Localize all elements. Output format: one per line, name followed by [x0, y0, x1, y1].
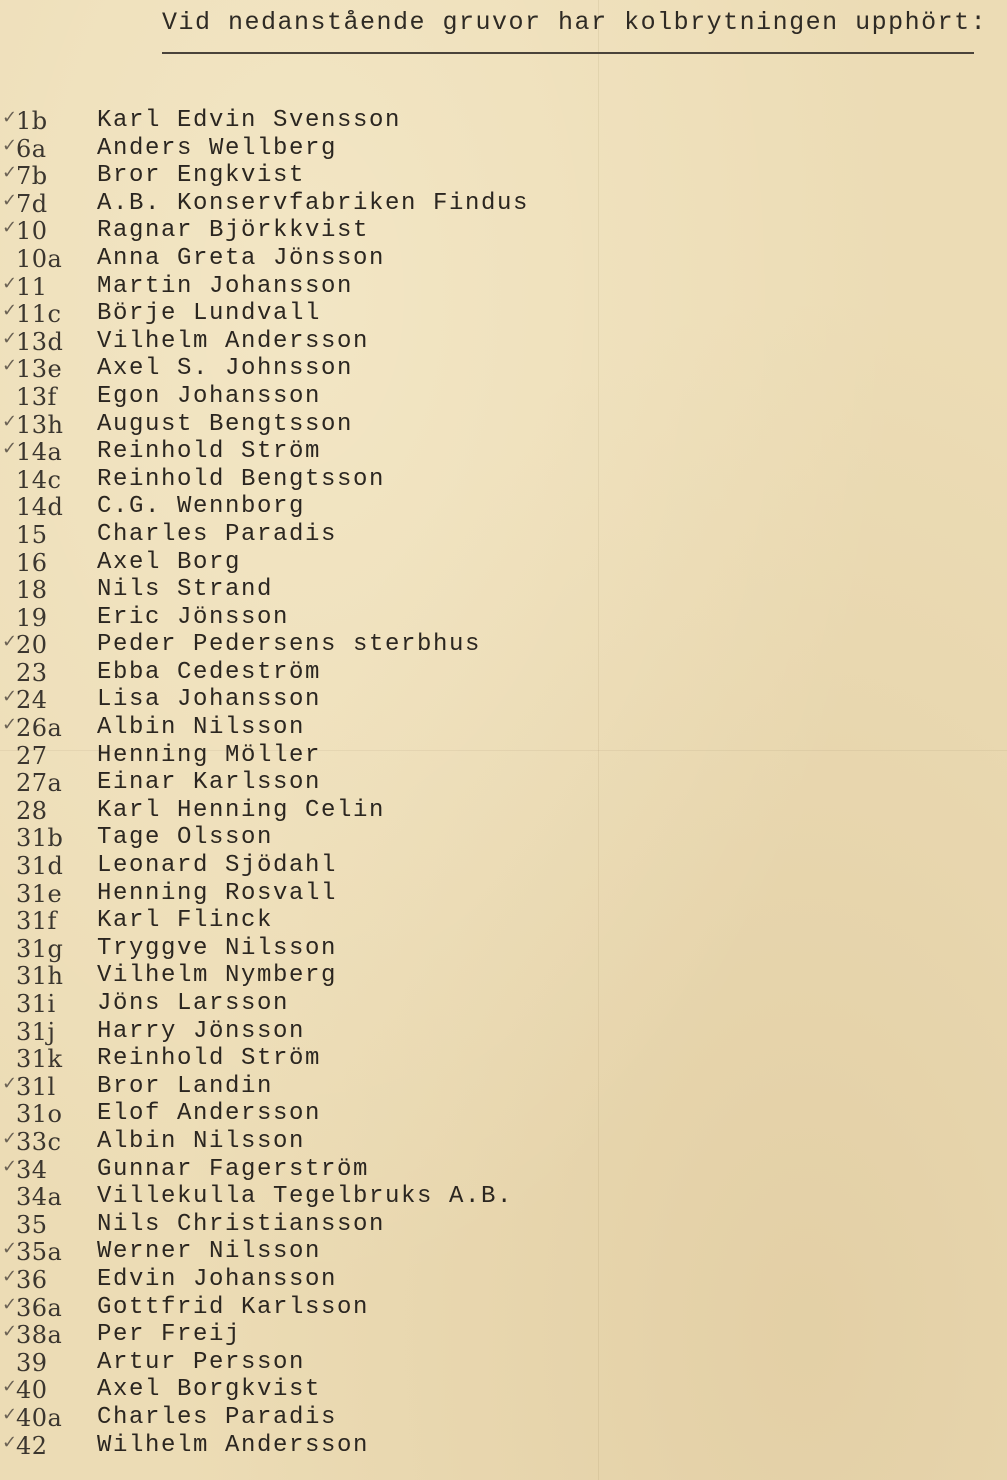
owner-name: Karl Edvin Svensson [97, 107, 402, 134]
owner-name: Harry Jönsson [97, 1017, 306, 1045]
check-mark-icon: ✓ [2, 107, 18, 128]
check-mark-icon: ✓ [2, 134, 18, 156]
owner-name: Albin Nilsson [97, 1127, 306, 1155]
mine-row [0, 162, 1007, 190]
owner-name: Jöns Larsson [97, 990, 290, 1017]
mine-row [0, 907, 1007, 935]
owner-name: Axel Borgkvist [97, 1376, 322, 1404]
mine-number: 27 [16, 741, 48, 770]
mine-number: 14c [16, 465, 62, 494]
owner-name: Vilhelm Nymberg [97, 962, 338, 990]
owner-name: Reinhold Ström [97, 1045, 322, 1073]
mine-number: 26a [16, 714, 63, 743]
check-mark-icon: ✓ [2, 327, 18, 349]
mine-number: 27a [16, 769, 63, 798]
owner-name: Axel Borg [97, 548, 242, 576]
check-mark-icon: ✓ [2, 1376, 18, 1398]
mine-row [0, 438, 1007, 466]
owner-name: Anders Wellberg [97, 134, 338, 162]
check-mark-icon: ✓ [2, 686, 18, 708]
check-mark-icon: ✓ [2, 300, 18, 322]
owner-name: Eric Jönsson [97, 603, 290, 631]
mine-number: 11c [16, 300, 62, 329]
heading-underline [162, 52, 974, 54]
mine-number: 13e [16, 355, 63, 384]
mine-row [0, 300, 1007, 328]
owner-name: Karl Flinck [97, 907, 274, 935]
mine-row [0, 107, 1007, 135]
owner-name: Tryggve Nilsson [97, 934, 338, 962]
mine-number: 40 [16, 1376, 48, 1405]
mine-row [0, 1156, 1007, 1184]
mine-row [0, 824, 1007, 852]
mine-number: 31f [16, 907, 57, 936]
mine-number: 13d [16, 327, 64, 356]
mine-number: 23 [16, 658, 48, 687]
mine-number: 39 [16, 1348, 48, 1377]
mine-row [0, 190, 1007, 218]
mine-number: 15 [16, 520, 48, 549]
mine-row [0, 1404, 1007, 1432]
check-mark-icon: ✓ [2, 714, 18, 736]
owner-name: Edvin Johansson [97, 1265, 338, 1293]
mine-number: 36a [16, 1293, 63, 1322]
owner-name: Wilhelm Andersson [97, 1431, 370, 1459]
owner-name: Bror Engkvist [97, 162, 306, 190]
check-mark-icon: ✓ [2, 438, 18, 460]
mine-number: 31d [16, 852, 64, 881]
mine-row [0, 1183, 1007, 1211]
owner-name: Karl Henning Celin [97, 796, 386, 824]
mine-number: 28 [16, 796, 48, 825]
check-mark-icon: ✓ [2, 189, 18, 211]
mine-number: 19 [16, 603, 48, 632]
mine-number: 36 [16, 1265, 48, 1294]
mine-row [0, 686, 1007, 714]
check-mark-icon: ✓ [2, 1238, 18, 1260]
check-mark-icon: ✓ [2, 1321, 18, 1343]
mine-number: 35 [16, 1210, 48, 1239]
owner-name: Axel S. Johnsson [97, 355, 354, 383]
mine-row [0, 1045, 1007, 1073]
mine-row [0, 797, 1007, 825]
owner-name: Per Freij [97, 1321, 242, 1349]
check-mark-icon: ✓ [2, 1155, 18, 1177]
mine-row [0, 576, 1007, 604]
mine-number: 31e [16, 879, 63, 908]
mine-number: 31g [16, 934, 64, 963]
mine-number: 31l [16, 1072, 56, 1101]
owner-name: Charles Paradis [97, 520, 338, 548]
mine-row [0, 1073, 1007, 1101]
mine-number: 20 [16, 631, 48, 660]
mine-row [0, 1211, 1007, 1239]
mine-row [0, 1238, 1007, 1266]
mine-row [0, 852, 1007, 880]
mine-row [0, 1321, 1007, 1349]
mine-row [0, 273, 1007, 301]
mine-row [0, 714, 1007, 742]
owner-name: Einar Karlsson [97, 769, 322, 797]
mine-row [0, 631, 1007, 659]
mine-row [0, 962, 1007, 990]
mine-row [0, 355, 1007, 383]
owner-name: Gunnar Fagerström [97, 1155, 370, 1183]
mine-row [0, 521, 1007, 549]
mine-number: 18 [16, 576, 48, 605]
mine-number: 7d [16, 189, 48, 218]
owner-name: Artur Persson [97, 1348, 306, 1376]
mine-row [0, 990, 1007, 1018]
mine-number: 34a [16, 1183, 63, 1212]
mine-row [0, 659, 1007, 687]
mine-number: 10a [16, 244, 63, 273]
mine-row [0, 217, 1007, 245]
mine-row [0, 1100, 1007, 1128]
mine-number: 11 [16, 272, 48, 301]
check-mark-icon: ✓ [2, 1072, 18, 1094]
owner-name: Börje Lundvall [97, 300, 322, 328]
owner-name: Albin Nilsson [97, 714, 306, 742]
owner-name: A.B. Konservfabriken Findus [97, 189, 530, 217]
mine-row [0, 1266, 1007, 1294]
mine-number: 31b [16, 824, 64, 853]
mine-number: 31i [16, 990, 56, 1018]
check-mark-icon: ✓ [2, 1293, 18, 1315]
mine-row [0, 245, 1007, 273]
owner-name: Gottfrid Karlsson [97, 1293, 370, 1321]
owner-name: Villekulla Tegelbruks A.B. [97, 1183, 514, 1211]
owner-name: Bror Landin [97, 1072, 274, 1100]
mine-row [0, 935, 1007, 963]
mine-number: 40a [16, 1403, 63, 1432]
mine-number: 31j [16, 1017, 56, 1046]
owner-name: Leonard Sjödahl [97, 852, 338, 880]
check-mark-icon: ✓ [2, 631, 18, 653]
owner-name: Ebba Cedeström [97, 658, 322, 686]
check-mark-icon: ✓ [2, 1403, 18, 1425]
check-mark-icon: ✓ [2, 1265, 18, 1287]
owner-name: Reinhold Ström [97, 438, 322, 466]
mine-row [0, 1128, 1007, 1156]
mine-row [0, 604, 1007, 632]
mine-row [0, 769, 1007, 797]
mine-row [0, 466, 1007, 494]
mine-number: 13h [16, 410, 64, 439]
check-mark-icon: ✓ [2, 162, 18, 184]
mine-number: 31h [16, 962, 64, 991]
owner-name: Elof Andersson [97, 1100, 322, 1128]
mine-number: 33c [16, 1127, 62, 1156]
mine-row [0, 880, 1007, 908]
check-mark-icon: ✓ [2, 272, 18, 294]
mine-row [0, 549, 1007, 577]
mine-number: 42 [16, 1431, 48, 1460]
owner-name: C.G. Wennborg [97, 493, 306, 521]
mine-number: 38a [16, 1321, 63, 1350]
check-mark-icon: ✓ [2, 1431, 18, 1453]
owner-name: Werner Nilsson [97, 1238, 322, 1266]
check-mark-icon: ✓ [2, 410, 18, 432]
mine-row [0, 1018, 1007, 1046]
mine-number: 24 [16, 686, 48, 715]
owner-name: Peder Pedersens sterbhus [97, 631, 482, 659]
owner-name: Henning Möller [97, 741, 322, 769]
mine-row [0, 742, 1007, 770]
mine-list [0, 107, 1007, 1459]
mine-row [0, 1349, 1007, 1377]
owner-name: Henning Rosvall [97, 879, 338, 907]
check-mark-icon: ✓ [2, 355, 18, 377]
mine-number: 14a [16, 438, 63, 467]
owner-name: Tage Olsson [97, 824, 274, 852]
mine-number: 1b [16, 107, 48, 135]
owner-name: August Bengtsson [97, 410, 354, 438]
mine-number: 34 [16, 1155, 48, 1184]
mine-row [0, 1294, 1007, 1322]
mine-number: 31k [16, 1045, 63, 1074]
check-mark-icon: ✓ [2, 217, 18, 239]
owner-name: Martin Johansson [97, 272, 354, 300]
mine-number: 31o [16, 1100, 63, 1129]
mine-row [0, 1432, 1007, 1460]
owner-name: Lisa Johansson [97, 686, 322, 714]
owner-name: Vilhelm Andersson [97, 327, 370, 355]
owner-name: Charles Paradis [97, 1403, 338, 1431]
owner-name: Anna Greta Jönsson [97, 244, 386, 272]
mine-number: 16 [16, 548, 48, 577]
mine-number: 10 [16, 217, 48, 246]
mine-number: 13f [16, 382, 57, 411]
document-heading: Vid nedanstående gruvor har kolbrytningen upphört: [162, 8, 988, 37]
mine-number: 14d [16, 493, 64, 522]
mine-number: 7b [16, 162, 48, 191]
mine-number: 6a [16, 134, 47, 163]
mine-row [0, 411, 1007, 439]
owner-name: Egon Johansson [97, 382, 322, 410]
check-mark-icon: ✓ [2, 1127, 18, 1149]
mine-row [0, 1376, 1007, 1404]
mine-row [0, 328, 1007, 356]
owner-name: Ragnar Björkkvist [97, 217, 370, 245]
owner-name: Nils Strand [97, 576, 274, 604]
owner-name: Reinhold Bengtsson [97, 465, 386, 493]
owner-name: Nils Christiansson [97, 1210, 386, 1238]
mine-row [0, 135, 1007, 163]
mine-row [0, 493, 1007, 521]
mine-number: 35a [16, 1238, 63, 1267]
mine-row [0, 383, 1007, 411]
